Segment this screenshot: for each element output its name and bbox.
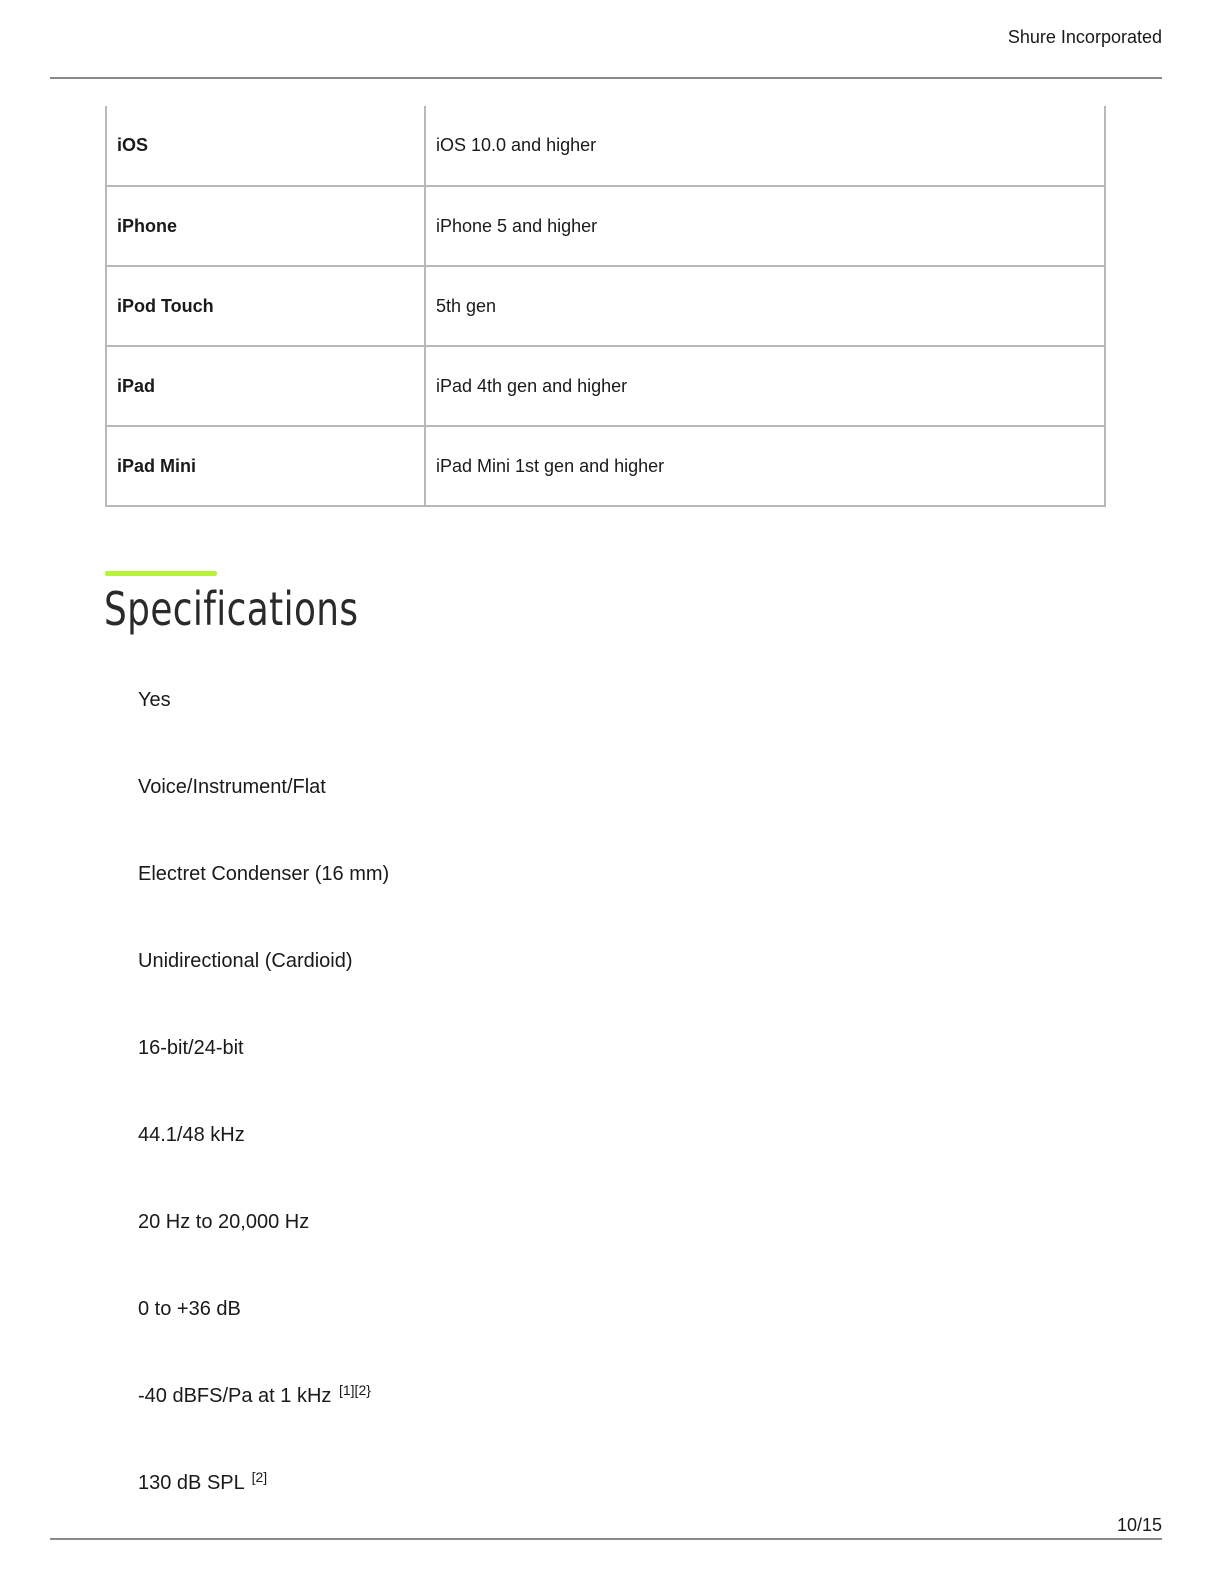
table-key-cell: iPad Mini [106, 426, 425, 506]
footnote-reference[interactable]: [2] [251, 1469, 268, 1485]
spec-item [138, 860, 389, 947]
spec-list [138, 686, 389, 1556]
table-value-cell: iOS 10.0 and higher [425, 106, 1105, 186]
spec-item [138, 1208, 389, 1295]
company-name: Shure Incorporated [1007, 27, 1162, 47]
spec-value: 20 Hz to 20,000 Hz [138, 1211, 310, 1233]
table-row [106, 266, 1105, 346]
spec-item [138, 947, 389, 1034]
spec-item [138, 1121, 389, 1208]
spec-value: -40 dBFS/Pa at 1 kHz [138, 1385, 332, 1407]
table-key-cell: iPad [106, 346, 425, 426]
spec-item [138, 1382, 389, 1469]
table-value-cell: iPad Mini 1st gen and higher [425, 426, 1105, 506]
table-row [106, 426, 1105, 506]
page-header [50, 0, 1162, 79]
spec-item [138, 773, 389, 860]
section-accent-bar [105, 571, 217, 576]
spec-value: 44.1/48 kHz [138, 1124, 245, 1146]
page-number: 10/15 [1116, 1515, 1162, 1535]
table-value-cell: iPad 4th gen and higher [425, 346, 1105, 426]
footnote-reference[interactable]: [1][2} [338, 1382, 371, 1398]
table-value-cell: 5th gen [425, 266, 1105, 346]
spec-item [138, 686, 389, 773]
spec-value: 130 dB SPL [138, 1472, 245, 1494]
spec-item [138, 1295, 389, 1382]
spec-value: Electret Condenser (16 mm) [138, 863, 390, 885]
table-row [106, 186, 1105, 266]
table-value-cell: iPhone 5 and higher [425, 186, 1105, 266]
table-row [106, 346, 1105, 426]
page-footer [50, 1512, 1162, 1540]
table-key-cell: iPod Touch [106, 266, 425, 346]
spec-value: Yes [138, 689, 171, 711]
table-row [106, 106, 1105, 186]
spec-value: 16-bit/24-bit [138, 1037, 244, 1059]
section-title: Specifications [104, 582, 359, 636]
table-key-cell: iPhone [106, 186, 425, 266]
table-key-cell: iOS [106, 106, 425, 186]
spec-value: Voice/Instrument/Flat [138, 776, 326, 798]
compatibility-table [105, 106, 1106, 507]
spec-value: Unidirectional (Cardioid) [138, 950, 353, 972]
spec-item [138, 1034, 389, 1121]
spec-value: 0 to +36 dB [138, 1298, 241, 1320]
